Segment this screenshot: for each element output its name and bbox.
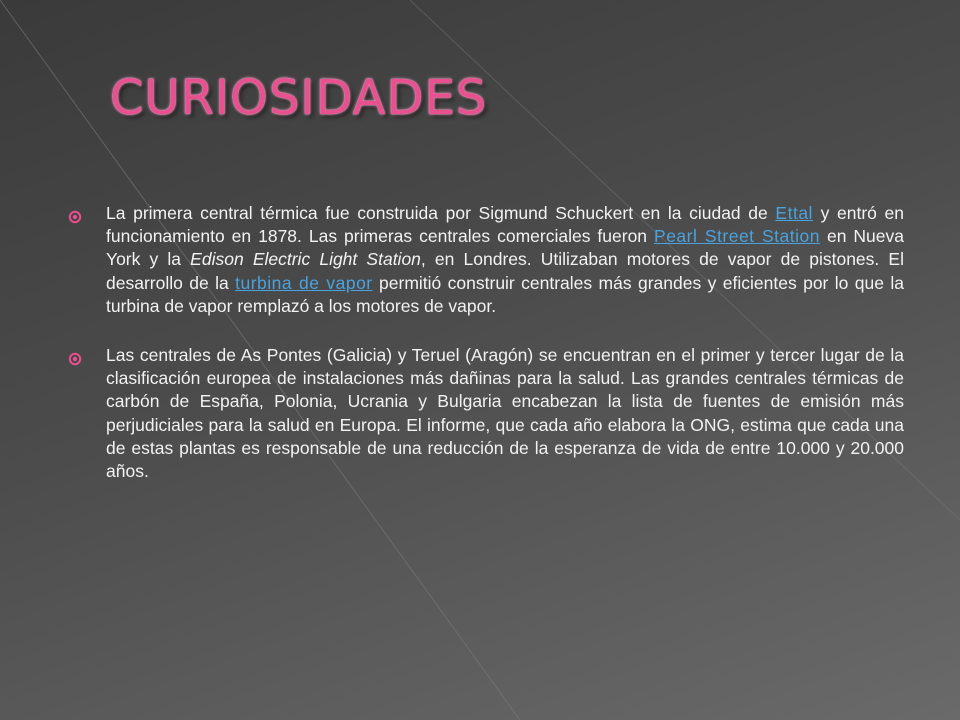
bullet-item-2: [68, 344, 904, 483]
link-turbina-de-vapor[interactable]: turbina de vapor: [235, 272, 373, 293]
ring-bullet-icon: [68, 352, 82, 366]
text-segment: permitió construir centrales más grandes y eficientes por lo que la turbina de vapor remplazó a los motores de vapor.: [106, 272, 904, 316]
bullet-text-2: Las centrales de As Pontes (Galicia) y Teruel (Aragón) se encuentran en el primer y tercer lugar de la clasificación europea de instalaciones más dañinas para la salud. Las grandes centrales térmicas de carbón de España, Polonia, Ucrania y Bulgaria encabezan la lista de fuentes de emisión más perjudiciales para la salud en Europa. El informe, que cada año elabora la ONG, estima que cada una de estas plantas es responsable de una reducción de la esperanza de vida de entre 10.000 y 20.000 años.: [106, 345, 904, 482]
text-italic-edison: Edison Electric Light Station: [190, 249, 421, 270]
link-ettal[interactable]: Ettal: [775, 203, 813, 223]
slide-title: CURIOSIDADES: [110, 70, 488, 126]
text-segment: y entró en funcionamiento en 1878. Las primeras centrales comerciales fueron: [106, 203, 904, 247]
text-segment: , en Londres. Utilizaban motores de vapor de pistones. El desarrollo de la: [106, 249, 904, 293]
text-segment: La primera central térmica fue construida por Sigmund Schuckert en la ciudad de: [106, 203, 776, 223]
text-segment: en Nueva York y la: [106, 226, 904, 270]
bullet-item-1: [68, 202, 904, 318]
bullet-text-1: [106, 202, 904, 318]
link-pearl-street-station[interactable]: Pearl Street Station: [654, 226, 820, 247]
ring-bullet-icon: [68, 210, 82, 224]
slide-body: [68, 202, 904, 509]
